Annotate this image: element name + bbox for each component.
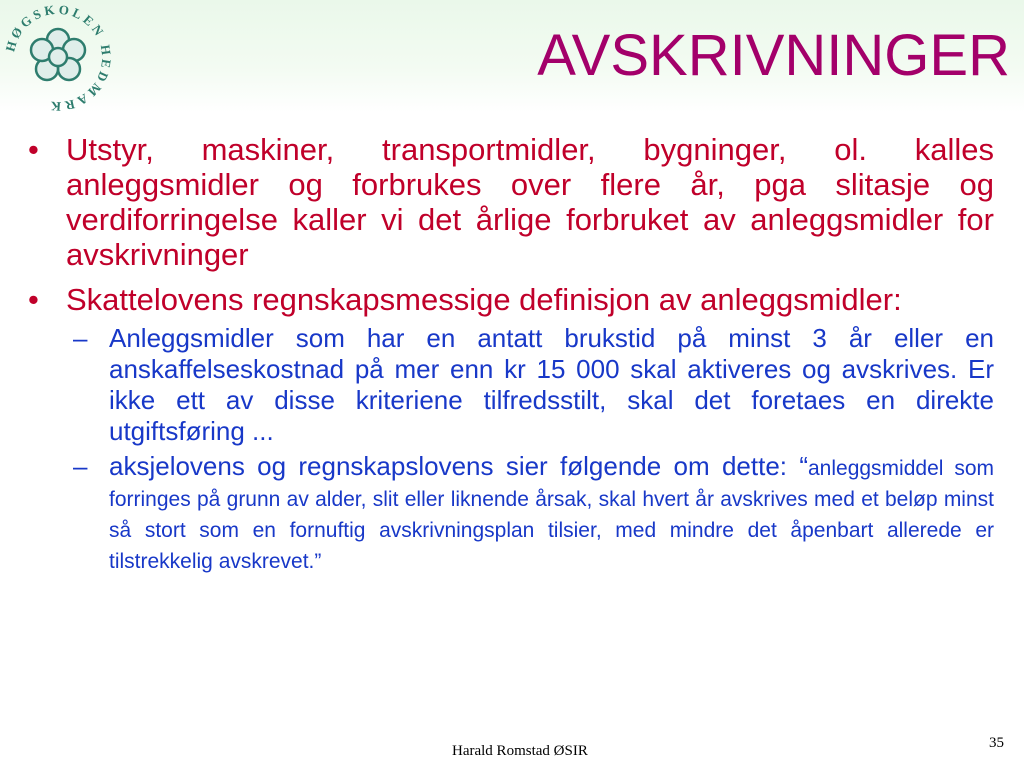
page-number: 35 xyxy=(989,735,1004,751)
logo-text: HØGSKOLEN HEDMARK xyxy=(2,2,114,114)
bullet-item xyxy=(24,132,994,272)
bullet-item xyxy=(24,282,994,317)
slide-body xyxy=(24,132,994,579)
sub-bullet-lead: aksjelovens og regnskapslovens sier følgende om dette: “ xyxy=(109,451,808,481)
quoted-text: anleggsmiddel som forringes på grunn av alder, slit eller liknende årsak, skal hvert år avskrives med et beløp minst så stort som en fornuftig avskrivningsplan tilsier, med mindre det åpenbart allerede er tilstrekkelig avskrevet.” xyxy=(109,457,995,573)
college-logo xyxy=(2,2,114,114)
sub-bullet-text: Anleggsmidler som har en antatt brukstid på minst 3 år eller en anskaffelseskostnad på mer enn kr 15 000 skal aktiveres og avskrives. Er ikke ett av disse kriteriene tilfredsstilt, skal det foretaes en direkte utgiftsføring ... xyxy=(109,323,994,446)
bullet-text: Utstyr, maskiner, transportmidler, bygninger, ol. kalles anleggsmidler og forbrukes over flere år, pga slitasje og verdiforringelse kaller vi det årlige forbruket av anleggsmidler for avskrivninger xyxy=(66,132,994,272)
sub-bullet-item xyxy=(73,323,994,447)
footer-author: Harald Romstad ØSIR xyxy=(452,743,588,759)
bullet-marker: • xyxy=(28,282,39,317)
bullet-marker: • xyxy=(28,132,39,167)
sub-bullet-marker: – xyxy=(73,323,88,353)
sub-bullet-marker: – xyxy=(73,451,88,481)
slide-title: AVSKRIVNINGER xyxy=(537,23,1010,88)
bullet-text: Skattelovens regnskapsmessige definisjon av anleggsmidler: xyxy=(66,282,902,317)
sub-bullet-item xyxy=(73,451,995,575)
